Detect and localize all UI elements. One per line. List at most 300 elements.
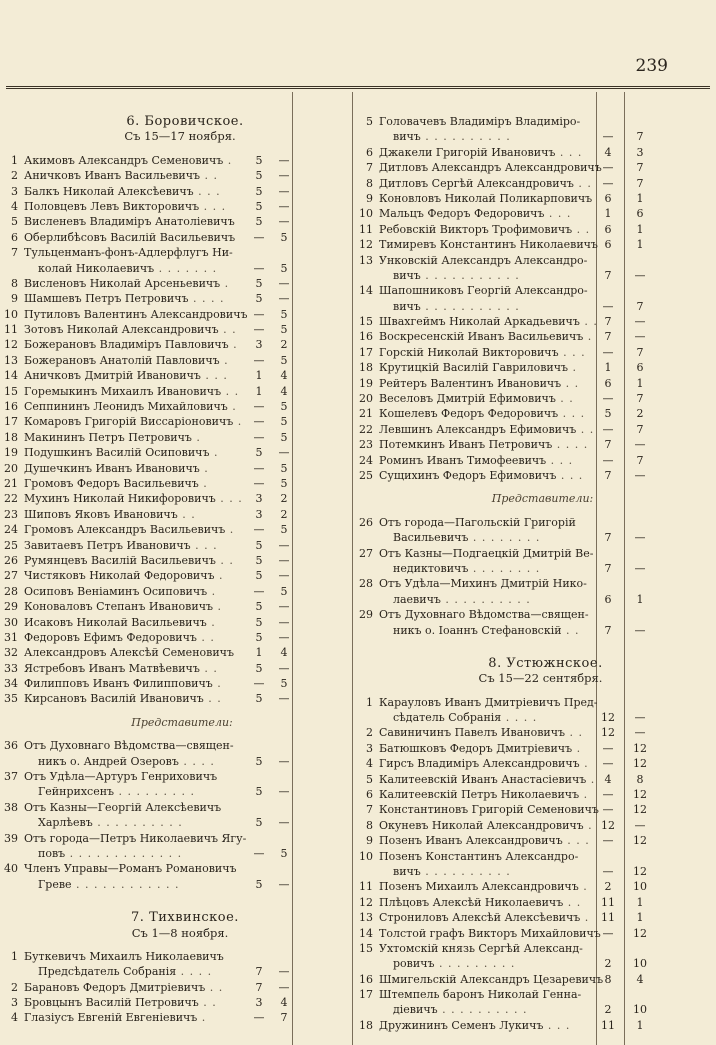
member-name: Отъ Удѣла—Артуръ Генриховичъ (24, 770, 218, 784)
list-item: 16 Сеппининъ Леонидъ Михайловичъ . — 5 (0, 399, 350, 414)
member-name-cont: сѣдатель Собранія (393, 711, 502, 725)
votes-for: 5 (255, 661, 263, 675)
list-item (355, 114, 716, 129)
votes-against: — (278, 965, 290, 979)
votes-for: 12 (601, 726, 615, 740)
row-number: 13 (359, 911, 373, 925)
member-name: Штемпель баронъ Николай Генна- (379, 988, 582, 1002)
member-name: Балкъ Николай Алексѣевичъ (24, 184, 194, 198)
votes-against: 10 (633, 880, 647, 894)
list-item: 12 Божерановъ Владиміръ Павловичъ . 3 2 (0, 337, 350, 352)
list-item: 23 Шиповъ Яковъ Ивановичъ . . 3 2 (0, 507, 350, 522)
votes-against: — (634, 818, 646, 832)
votes-against: — (278, 569, 290, 583)
row-number: 17 (359, 988, 373, 1002)
votes-for: 7 (255, 980, 263, 994)
row-number: 23 (359, 438, 373, 452)
votes-for: 5 (604, 407, 612, 421)
list-item (0, 831, 350, 846)
row-number: 13 (359, 253, 373, 267)
votes-against: — (278, 292, 290, 306)
member-name-cont: вичъ (393, 299, 421, 313)
list-item (355, 926, 716, 941)
list-item-continuation: недиктовичъ . . . . . . . . 7 — (355, 561, 716, 576)
column-divider (352, 92, 353, 1045)
votes-against: 7 (636, 345, 644, 359)
member-name: Сущихинъ Федоръ Ефимовичъ (379, 468, 557, 482)
votes-against: 1 (636, 238, 644, 252)
list-item (355, 283, 716, 298)
votes-for: 7 (604, 623, 612, 637)
votes-for: — (253, 846, 265, 860)
member-name: Подушкинъ Василій Осиповичъ (24, 446, 210, 460)
votes-for: — (253, 415, 265, 429)
member-name: Горскій Николай Викторовичъ (379, 345, 559, 359)
votes-against: 7 (636, 130, 644, 144)
votes-against: — (634, 531, 646, 545)
member-name: Тульценманъ-фонъ-Адлерфлугъ Ни- (24, 246, 233, 260)
row-number: 9 (366, 834, 373, 848)
votes-against: 12 (633, 741, 647, 755)
votes-against: 1 (636, 191, 644, 205)
list-item: 4 Гирсъ Владиміръ Александровичъ . — 12 (355, 756, 716, 771)
list-item: 23 Потемкинъ Иванъ Петровичъ . . . . 7 — (355, 437, 716, 452)
list-item: 25 Сущихинъ Федоръ Ефимовичъ . . . 7 — (355, 468, 716, 483)
list-item: 6 Калитеевскій Петръ Николаевичъ . — 12 (355, 787, 716, 802)
row-number: 10 (359, 207, 373, 221)
list-item (355, 972, 716, 987)
list-item (355, 160, 716, 175)
member-name: Гирсъ Владиміръ Александровичъ (379, 757, 580, 771)
list-item: 2 Аничковъ Иванъ Васильевичъ . . 5 — (0, 168, 350, 183)
row-number: 12 (4, 338, 18, 352)
row-number: 16 (4, 400, 18, 414)
row-number: 8 (11, 276, 18, 290)
votes-against: 5 (280, 846, 288, 860)
member-name: Аничковъ Дмитрій Ивановичъ (24, 369, 201, 383)
row-number: 21 (4, 476, 18, 490)
member-name-cont: Предсѣдатель Собранія (38, 965, 177, 979)
votes-against: 7 (636, 161, 644, 175)
member-name: Мальцъ Федоръ Федоровичъ (379, 207, 545, 221)
member-name: Висленовъ Николай Арсеньевичъ (24, 276, 221, 290)
member-name: Зотовъ Николай Александровичъ (24, 323, 219, 337)
row-number: 8 (366, 176, 373, 190)
votes-against: 8 (636, 772, 644, 786)
list-item (355, 941, 716, 956)
votes-against: 1 (636, 376, 644, 390)
member-name-cont: Харлѣевъ (38, 816, 93, 830)
votes-against: 12 (633, 926, 647, 940)
member-name-cont: лаевичъ (393, 592, 441, 606)
votes-against: 5 (280, 261, 288, 275)
votes-against: — (278, 276, 290, 290)
row-number: 10 (359, 849, 373, 863)
row-number: 14 (4, 369, 18, 383)
row-number: 15 (359, 941, 373, 955)
row-number: 18 (359, 361, 373, 375)
member-name: Веселовъ Дмитрій Ефимовичъ (379, 392, 556, 406)
row-number: 7 (366, 803, 373, 817)
votes-for: — (253, 400, 265, 414)
votes-for: 4 (604, 145, 612, 159)
list-item (355, 191, 716, 206)
row-number: 21 (359, 407, 373, 421)
member-name: Оберлибѣсовъ Василій Васильевичъ (24, 230, 236, 244)
section-title: 7. Тихвинское. (131, 910, 239, 926)
votes-for: 5 (255, 785, 263, 799)
votes-against: 5 (280, 677, 288, 691)
votes-for: 2 (604, 880, 612, 894)
member-name-cont: никъ о. Іоаннъ Стефановскій (393, 623, 562, 637)
votes-against: 5 (280, 353, 288, 367)
row-number: 11 (4, 323, 18, 337)
member-name: Воскресенскій Иванъ Васильевичъ (379, 330, 584, 344)
votes-for: — (602, 926, 614, 940)
votes-for: 3 (255, 338, 263, 352)
row-number: 1 (11, 949, 18, 963)
votes-for: — (253, 430, 265, 444)
member-name: Макининъ Петръ Петровичъ (24, 430, 192, 444)
member-name: Окуневъ Николай Александровичъ (379, 818, 584, 832)
list-item-continuation: Греве . . . . . . . . . . . . 5 — (0, 877, 350, 892)
list-item: 11 Зотовъ Николай Александровичъ . . — 5 (0, 322, 350, 337)
row-number: 9 (11, 292, 18, 306)
votes-against: 7 (636, 299, 644, 313)
member-name: Исаковъ Николай Васильевичъ (24, 615, 207, 629)
votes-for: 5 (255, 615, 263, 629)
member-name: Шмигельскій Александръ Цезаревичъ (379, 972, 604, 986)
row-number: 12 (359, 238, 373, 252)
member-name: Тимиревъ Константинъ Николаевичъ (379, 238, 598, 252)
votes-for: 1 (604, 361, 612, 375)
votes-against: 7 (636, 422, 644, 436)
votes-for: 7 (604, 330, 612, 344)
member-name: Шамшевъ Петръ Петровичъ (24, 292, 189, 306)
votes-against: 5 (280, 461, 288, 475)
member-name-cont: Греве (38, 877, 72, 891)
list-item: 8 Висленовъ Николай Арсеньевичъ . 5 — (0, 276, 350, 291)
member-name: Толстой графъ Викторъ Михайловичъ (379, 926, 601, 940)
votes-against: 2 (280, 492, 288, 506)
votes-for: — (602, 392, 614, 406)
votes-for: — (253, 461, 265, 475)
list-item: 30 Исаковъ Николай Васильевичъ . 5 — (0, 615, 350, 630)
member-name: Отъ Духовнаго Вѣдомства—священ- (24, 739, 234, 753)
votes-against: 12 (633, 788, 647, 802)
member-name: Калитеевскій Иванъ Анастасіевичъ (379, 772, 587, 786)
list-item: 2 Барановъ Федоръ Дмитріевичъ . . 7 — (0, 980, 350, 995)
list-item (355, 802, 716, 817)
votes-for: — (253, 523, 265, 537)
list-item: 4 Глазіусъ Евгеній Евгеніевичъ . — 7 (0, 1010, 350, 1025)
row-number: 11 (359, 880, 373, 894)
row-number: 19 (4, 446, 18, 460)
list-item (0, 645, 350, 660)
votes-for: 5 (255, 538, 263, 552)
row-number: 39 (4, 831, 18, 845)
member-name: Комаровъ Григорій Виссаріоновичъ (24, 415, 234, 429)
votes-for: 4 (604, 772, 612, 786)
row-number: 35 (4, 692, 18, 706)
row-number: 30 (4, 615, 18, 629)
votes-against: 12 (633, 834, 647, 848)
member-name: Отъ города—Петръ Николаевичъ Ягу- (24, 831, 247, 845)
member-name: Отъ города—Пагольскій Григорій (379, 515, 576, 529)
votes-against: 10 (633, 1003, 647, 1017)
votes-against: — (278, 446, 290, 460)
list-item: 25 Завитаевъ Петръ Ивановичъ . . . 5 — (0, 538, 350, 553)
votes-for: 5 (255, 292, 263, 306)
votes-for: 7 (255, 965, 263, 979)
votes-against: 12 (633, 803, 647, 817)
member-name-cont: вичъ (393, 864, 421, 878)
list-item: 11 Позенъ Михаилъ Александровичъ . 2 10 (355, 879, 716, 894)
member-name: Висленевъ Владиміръ Анатоліевичъ (24, 215, 235, 229)
list-item: 18 Крутицкій Василій Гавриловичъ . 1 6 (355, 360, 716, 375)
member-name: Левшинъ Александръ Ефимовичъ (379, 422, 577, 436)
votes-for: — (602, 803, 614, 817)
votes-against: — (278, 600, 290, 614)
section-dates: Съ 15—22 сентября. (478, 671, 603, 686)
row-number: 29 (4, 600, 18, 614)
votes-for: — (602, 834, 614, 848)
list-item-continuation: сѣдатель Собранія . . . . 12 — (355, 710, 716, 725)
votes-against: 6 (636, 207, 644, 221)
row-number: 8 (366, 818, 373, 832)
member-name: Отъ Казны—Подгаецкій Дмитрій Ве- (379, 546, 594, 560)
member-name: Дитловъ Сергѣй Александровичъ (379, 176, 574, 190)
votes-against: 5 (280, 400, 288, 414)
votes-against: 3 (636, 145, 644, 159)
list-item: 12 Плѣцовъ Алексѣй Николаевичъ . . 11 1 (355, 895, 716, 910)
votes-for: 5 (255, 199, 263, 213)
list-item: 17 Горскій Николай Викторовичъ . . . — 7 (355, 345, 716, 360)
votes-against: 7 (636, 453, 644, 467)
list-item: 34 Филипповъ Иванъ Филипповичъ . — 5 (0, 676, 350, 691)
row-number: 12 (359, 895, 373, 909)
votes-against: — (278, 184, 290, 198)
member-name: Кошелевъ Федоръ Федоровичъ (379, 407, 559, 421)
votes-for: 5 (255, 553, 263, 567)
list-item: 35 Кирсановъ Василій Ивановичъ . . 5 — (0, 691, 350, 706)
votes-against: — (278, 630, 290, 644)
list-item: 1 Акимовъ Александръ Семеновичъ . 5 — (0, 153, 350, 168)
row-number: 3 (11, 184, 18, 198)
member-name: Румянцевъ Василій Васильевичъ (24, 553, 216, 567)
votes-against: — (278, 538, 290, 552)
row-number: 6 (366, 788, 373, 802)
row-number: 28 (359, 577, 373, 591)
votes-for: — (253, 261, 265, 275)
row-number: 23 (4, 507, 18, 521)
votes-against: 4 (280, 996, 288, 1010)
votes-against: 2 (636, 407, 644, 421)
list-item: 33 Ястребовъ Иванъ Матвѣевичъ . . 5 — (0, 661, 350, 676)
row-number: 17 (359, 345, 373, 359)
votes-against: — (278, 785, 290, 799)
list-item (0, 861, 350, 876)
row-number: 3 (366, 741, 373, 755)
votes-for: 7 (604, 468, 612, 482)
member-name: Барановъ Федоръ Дмитріевичъ (24, 980, 206, 994)
row-number: 18 (4, 430, 18, 444)
row-number: 10 (4, 307, 18, 321)
row-number: 25 (359, 468, 373, 482)
member-name: Строниловъ Алексѣй Алексѣевичъ (379, 911, 581, 925)
member-name: Божерановъ Анатолій Павловичъ (24, 353, 220, 367)
row-number: 7 (11, 246, 18, 260)
votes-against: — (278, 215, 290, 229)
row-number: 11 (359, 222, 373, 236)
member-name: Кирсановъ Василій Ивановичъ (24, 692, 204, 706)
member-name: Половцевъ Левъ Викторовичъ (24, 199, 200, 213)
list-item (355, 607, 716, 622)
list-item (355, 237, 716, 252)
votes-against: 2 (280, 338, 288, 352)
list-item: 18 Дружининъ Семенъ Лукичъ . . . 11 1 (355, 1018, 716, 1033)
row-number: 4 (366, 757, 373, 771)
votes-against: 5 (280, 415, 288, 429)
member-name: Батюшковъ Федоръ Дмитріевичъ (379, 741, 573, 755)
list-item: 15 Горемыкинъ Михаилъ Ивановичъ . . 1 4 (0, 384, 350, 399)
list-item (0, 230, 350, 245)
list-item-continuation: Харлѣевъ . . . . . . . . . . 5 — (0, 815, 350, 830)
member-name: Коновловъ Николай Поликарповичъ (379, 191, 593, 205)
list-item: 29 Коноваловъ Степанъ Ивановичъ . 5 — (0, 599, 350, 614)
votes-against: — (634, 315, 646, 329)
votes-for: 5 (255, 276, 263, 290)
row-number: 36 (4, 739, 18, 753)
member-name: Крутицкій Василій Гавриловичъ (379, 361, 569, 375)
list-item: 27 Чистяковъ Николай Федоровичъ . 5 — (0, 568, 350, 583)
member-name: Потемкинъ Иванъ Петровичъ (379, 438, 553, 452)
votes-against: — (634, 438, 646, 452)
votes-against: 10 (633, 957, 647, 971)
votes-for: 7 (604, 268, 612, 282)
list-item (0, 800, 350, 815)
member-name: Коноваловъ Степанъ Ивановичъ (24, 600, 213, 614)
votes-against: 12 (633, 864, 647, 878)
member-name-cont: никъ о. Андрей Озеровъ (38, 754, 179, 768)
votes-for: — (253, 307, 265, 321)
votes-against: 2 (280, 507, 288, 521)
row-number: 37 (4, 770, 18, 784)
list-item: 9 Шамшевъ Петръ Петровичъ . . . . 5 — (0, 291, 350, 306)
votes-for: 12 (601, 818, 615, 832)
list-item: 24 Громовъ Александръ Васильевичъ . — 5 (0, 522, 350, 537)
list-item-continuation: вичъ . . . . . . . . . . — 7 (355, 129, 716, 144)
row-number: 18 (359, 1018, 373, 1032)
votes-for: — (602, 299, 614, 313)
votes-against: 1 (636, 1018, 644, 1032)
member-name: Константиновъ Григорій Семеновичъ (379, 803, 599, 817)
votes-for: 6 (604, 376, 612, 390)
row-number: 6 (366, 145, 373, 159)
votes-for: 5 (255, 569, 263, 583)
list-item: 14 Аничковъ Дмитрій Ивановичъ . . . 1 4 (0, 368, 350, 383)
votes-against: — (634, 468, 646, 482)
list-item: 8 Окуневъ Николай Александровичъ . 12 — (355, 818, 716, 833)
votes-against: — (634, 623, 646, 637)
row-number: 1 (366, 695, 373, 709)
right-column (355, 96, 716, 1045)
member-name-cont: ровичъ (393, 957, 435, 971)
member-name: Громовъ Федоръ Васильевичъ (24, 476, 199, 490)
votes-against: 5 (280, 307, 288, 321)
member-name: Шапошниковъ Георгій Александро- (379, 284, 588, 298)
list-item (355, 515, 716, 530)
member-name: Роминъ Иванъ Тимофеевичъ (379, 453, 547, 467)
votes-for: 1 (255, 384, 263, 398)
votes-against: — (278, 692, 290, 706)
list-item: 24 Роминъ Иванъ Тимофеевичъ . . . — 7 (355, 453, 716, 468)
list-item: 21 Громовъ Федоръ Васильевичъ . — 5 (0, 476, 350, 491)
member-name-cont: Васильевичъ (393, 531, 469, 545)
list-item: 22 Левшинъ Александръ Ефимовичъ . . — 7 (355, 422, 716, 437)
votes-for: 3 (255, 507, 263, 521)
list-item: 2 Савиничинъ Павелъ Ивановичъ . . 12 — (355, 725, 716, 740)
votes-for: 6 (604, 238, 612, 252)
list-item: 21 Кошелевъ Федоръ Федоровичъ . . . 5 2 (355, 406, 716, 421)
votes-for: — (253, 677, 265, 691)
votes-for: — (253, 1011, 265, 1025)
list-item: 9 Позенъ Иванъ Александровичъ . . . — 12 (355, 833, 716, 848)
member-name: Головачевъ Владиміръ Владиміро- (379, 115, 581, 128)
row-number: 5 (11, 215, 18, 229)
list-item: 8 Дитловъ Сергѣй Александровичъ . . — 7 (355, 176, 716, 191)
page-number: 239 (635, 56, 668, 76)
row-number: 28 (4, 584, 18, 598)
votes-against: 1 (636, 895, 644, 909)
votes-for: 5 (255, 215, 263, 229)
row-number: 33 (4, 661, 18, 675)
member-name: Калитеевскій Петръ Николаевичъ (379, 788, 580, 802)
votes-against: — (278, 754, 290, 768)
votes-against: — (634, 711, 646, 725)
member-name: Акимовъ Александръ Семеновичъ (24, 153, 224, 167)
row-number: 16 (359, 330, 373, 344)
representatives-heading: Представители: (491, 492, 594, 506)
votes-for: — (253, 353, 265, 367)
list-item: 13 Божерановъ Анатолій Павловичъ . — 5 (0, 353, 350, 368)
votes-against: — (634, 561, 646, 575)
votes-against: — (278, 169, 290, 183)
votes-against: — (634, 726, 646, 740)
votes-for: 6 (604, 592, 612, 606)
member-name: Александровъ Алексѣй Семеновичъ (24, 646, 234, 660)
row-number: 25 (4, 538, 18, 552)
row-number: 40 (4, 862, 18, 876)
list-item-continuation: никъ о. Іоаннъ Стефановскій . . 7 — (355, 623, 716, 638)
row-number: 24 (4, 523, 18, 537)
member-name: Швахгеймъ Николай Аркадьевичъ (379, 315, 580, 329)
row-number: 3 (11, 996, 18, 1010)
list-item: 31 Федоровъ Ефимъ Федоровичъ . . 5 — (0, 630, 350, 645)
votes-for: 5 (255, 816, 263, 830)
votes-against: — (278, 816, 290, 830)
member-name: Аничковъ Иванъ Васильевичъ (24, 169, 201, 183)
row-number: 34 (4, 677, 18, 691)
member-name: Плѣцовъ Алексѣй Николаевичъ (379, 895, 564, 909)
member-name: Позенъ Иванъ Александровичъ (379, 834, 563, 848)
votes-for: 11 (601, 911, 615, 925)
list-item: 4 Половцевъ Левъ Викторовичъ . . . 5 — (0, 199, 350, 214)
list-item: 11 Ребовскій Викторъ Трофимовичъ . . 6 1 (355, 222, 716, 237)
votes-for: 12 (601, 711, 615, 725)
votes-for: 2 (604, 957, 612, 971)
votes-against: — (278, 199, 290, 213)
